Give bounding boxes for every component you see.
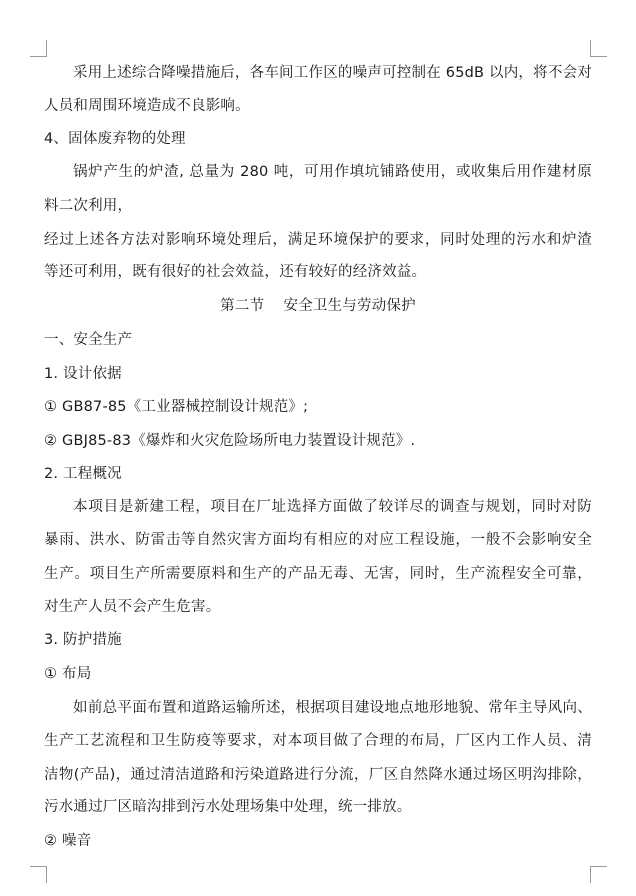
paragraph-line: 料二次利用， <box>44 198 133 214</box>
paragraph-line: 如前总平面布置和道路运输所述，根据项目建设地点地形地貌、常年主导风向、 <box>73 700 592 716</box>
chapter-title: 第二节 安全卫生与劳动保护 <box>220 298 416 314</box>
corner-mark-top-left <box>30 40 47 57</box>
subsection-heading: 1. 设计依据 <box>44 366 122 382</box>
list-item: ① 布局 <box>44 666 92 682</box>
paragraph-line: 对生产人员不会产生危害。 <box>44 599 221 615</box>
paragraph-line: 暴雨、洪水、防雷击等自然灾害方面均有相应的对应工程设施，一般不会影响安全 <box>44 532 592 548</box>
paragraph-line: 人员和周围环境造成不良影响。 <box>44 98 250 114</box>
paragraph-line: 本项目是新建工程，项目在厂址选择方面做了较详尽的调查与规划，同时对防 <box>73 499 592 515</box>
section-heading: 一、安全生产 <box>44 332 133 348</box>
corner-mark-top-right <box>590 40 607 57</box>
paragraph-line: 经过上述各方法对影响环境处理后，满足环境保护的要求，同时处理的污水和炉渣 <box>44 232 592 248</box>
paragraph-line: 等还可利用，既有很好的社会效益，还有较好的经济效益。 <box>44 264 427 280</box>
list-item: ② GBJ85-83《爆炸和火灾危险场所电力装置设计规范》. <box>44 433 416 449</box>
list-item: ① GB87-85《工业器械控制设计规范》; <box>44 399 309 415</box>
paragraph-line: 生产。项目生产所需要原料和生产的产品无毒、无害，同时，生产流程安全可靠， <box>44 566 592 582</box>
list-item: ② 噪音 <box>44 833 92 849</box>
paragraph-line: 采用上述综合降噪措施后，各车间工作区的噪声可控制在 65dB 以内，将不会对 <box>73 65 592 81</box>
corner-mark-bottom-right <box>590 866 607 883</box>
subsection-heading: 3. 防护措施 <box>44 632 122 648</box>
paragraph-line: 锅炉产生的炉渣, 总量为 280 吨，可用作填坑铺路使用，或收集后用作建材原 <box>73 164 592 180</box>
subsection-heading: 2. 工程概况 <box>44 466 122 482</box>
paragraph-line: 污水通过厂区暗沟排到污水处理场集中处理，统一排放。 <box>44 799 412 815</box>
corner-mark-bottom-left <box>30 866 47 883</box>
section-heading: 4、固体废弃物的处理 <box>44 131 186 147</box>
paragraph-line: 生产工艺流程和卫生防疫等要求，对本项目做了合理的布局，厂区内工作人员、清 <box>44 733 592 749</box>
paragraph-line: 洁物(产品)，通过清洁道路和污染道路进行分流，厂区自然降水通过场区明沟排除， <box>44 767 592 783</box>
